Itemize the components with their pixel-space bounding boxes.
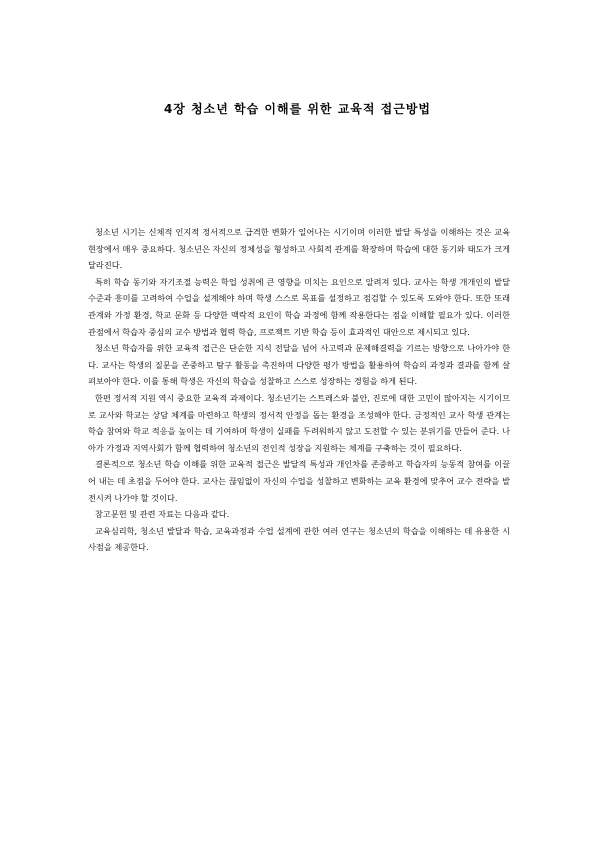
body-paragraph-2: 특히 학습 동기와 자기조절 능력은 학업 성취에 큰 영향을 미치는 요인으로 알려져 있다. 교사는 학생 개개인의 발달 수준과 흥미를 고려하여 수업을 설계해야 하며 학생 스스로 목표를 설정하고 점검할 수 있도록 도와야 한다. 또한 또래 관계와 가정 환경, 학교 문화 등 다양한 맥락적 요인이 학습 과정에 함께 작용한다는 점을 이해할 필요가 있다. 이러한 관점에서 학습자 중심의 교수 방법과 협력 학습, 프로젝트 기반 학습 등이 효과적인 대안으로 제시되고 있다. bbox=[88, 276, 510, 337]
document-body bbox=[88, 224, 510, 556]
body-paragraph-7: 교육심리학, 청소년 발달과 학습, 교육과정과 수업 설계에 관한 여러 연구는 청소년의 학습을 이해하는 데 유용한 시사점을 제공한다. bbox=[88, 525, 510, 553]
body-paragraph-5: 결론적으로 청소년 학습 이해를 위한 교육적 접근은 발달적 특성과 개인차를 존중하고 학습자의 능동적 참여를 이끌어 내는 데 초점을 두어야 한다. 교사는 끊임없이 자신의 수업을 성찰하고 변화하는 교육 환경에 맞추어 교수 전략을 발전시켜 나가야 할 것이다. bbox=[88, 459, 510, 503]
body-paragraph-6: 참고문헌 및 관련 자료는 다음과 같다. bbox=[95, 509, 230, 520]
body-paragraph-4: 한편 정서적 지원 역시 중요한 교육적 과제이다. 청소년기는 스트레스와 불안, 진로에 대한 고민이 많아지는 시기이므로 교사와 학교는 상담 체계를 마련하고 학생의 정서적 안정을 돕는 환경을 조성해야 한다. 긍정적인 교사 학생 관계는 학습 참여와 학교 적응을 높이는 데 기여하며 학생이 실패를 두려워하지 않고 도전할 수 있는 분위기를 만들어 준다. 나아가 가정과 지역사회가 함께 협력하여 청소년의 전인적 성장을 지원하는 체계를 구축하는 것이 필요하다. bbox=[88, 392, 510, 453]
body-paragraph-1: 청소년 시기는 신체적 인지적 정서적으로 급격한 변화가 일어나는 시기이며 이러한 발달 특성을 이해하는 것은 교육 현장에서 매우 중요하다. 청소년은 자신의 정체성을 형성하고 사회적 관계를 확장하며 학습에 대한 동기와 태도가 크게 달라진다. bbox=[88, 227, 510, 271]
body-paragraph-3: 청소년 학습자를 위한 교육적 접근은 단순한 지식 전달을 넘어 사고력과 문제해결력을 기르는 방향으로 나아가야 한다. 교사는 학생의 질문을 존중하고 탐구 활동을 촉진하며 다양한 평가 방법을 활용하여 학습의 과정과 결과를 함께 살펴보아야 한다. 이를 통해 학생은 자신의 학습을 성찰하고 스스로 성장하는 경험을 하게 된다. bbox=[88, 343, 510, 387]
page-title: 4장 청소년 학습 이해를 위한 교육적 접근방법 bbox=[163, 102, 432, 116]
